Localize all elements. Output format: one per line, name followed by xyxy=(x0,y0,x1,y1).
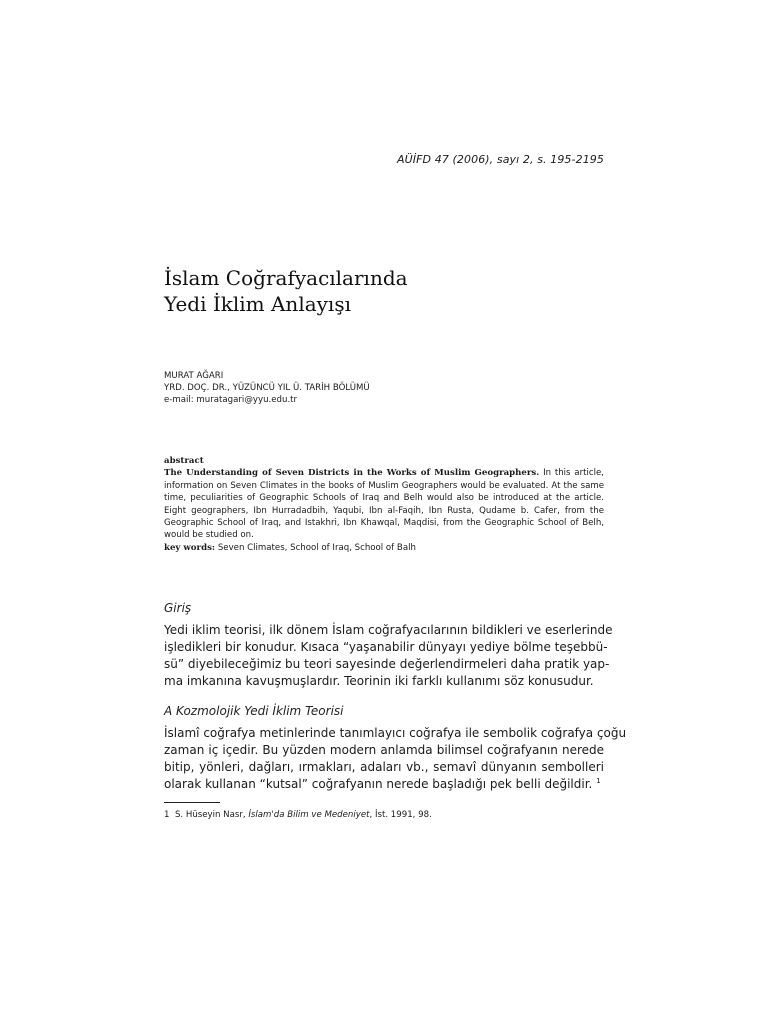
section-a-paragraph xyxy=(164,725,627,793)
footnote-author: S. Hüseyin Nasr, xyxy=(174,810,246,820)
abstract-body: In this article, information on Seven Climates in the books of Muslim Geographers would be evaluated. At the same time, peculiarities of Geographic Schools of Iraq and Belh would also be introduced at the article. Eight geographers, Ibn Hurradadbih, Yaqubi, Ibn al-Faqih, Ibn Rusta, Qudame b. Cafer, from the Geographic School of Iraq, and Istakhri, Ibn Khawqal, Maqdisi, from the Geographic School of Belh, would be studied on. xyxy=(164,468,604,541)
intro-paragraph xyxy=(164,622,613,690)
journal-reference xyxy=(397,153,604,166)
footnote xyxy=(164,810,432,820)
section-heading-a: A Kozmolojik Yedi İklim Teorisi xyxy=(164,704,344,718)
abstract-block xyxy=(164,455,604,542)
footnote-book-title: İslam'da Bilim ve Medeniyet xyxy=(248,810,370,820)
author-name: MURAT AĞARI xyxy=(164,371,224,381)
abstract-label: abstract xyxy=(164,456,204,466)
section-heading-intro: Giriş xyxy=(164,601,192,615)
author-block xyxy=(164,370,604,406)
paragraph-line: ma imkanına kavuşmuşlardır. Teorinin iki farklı kullanımı söz konusudur. xyxy=(164,674,594,688)
abstract-title: The Understanding of Seven Districts in the Works of Muslim Geographers. xyxy=(164,468,540,479)
keywords-block xyxy=(164,543,604,553)
journal-citation: AÜİFD 47 (2006), sayı 2, s. 195-21 xyxy=(397,153,590,166)
title-line-1: İslam Coğrafyacılarında xyxy=(164,266,408,290)
paragraph-line: sü” diyebileceğimiz bu teori sayesinde değerlendirmeleri daha pratik yap- xyxy=(164,657,610,671)
paragraph-line: işledikleri bir konudur. Kısaca “yaşanabilir dünyayı yediye bölme teşebbü- xyxy=(164,640,608,654)
author-email: e-mail: muratagari@yyu.edu.tr xyxy=(164,395,298,405)
paragraph-line: bitip, yönleri, dağları, ırmakları, adaları vb., semavî dünyanın sembolleri xyxy=(164,760,604,774)
paragraph-line: Yedi iklim teorisi, ilk dönem İslam coğrafyacılarının bildikleri ve eserlerinde xyxy=(164,623,613,637)
paragraph-line-text: olarak kullanan “kutsal” coğrafyanın nerede başladığı pek belli değildir. xyxy=(164,777,593,791)
paragraph-line: zaman iç içedir. Bu yüzden modern anlamda bilimsel coğrafyanın nerede xyxy=(164,743,604,757)
paragraph-line xyxy=(164,776,604,793)
title-line-2: Yedi İklim Anlayışı xyxy=(164,292,351,316)
paragraph-line: İslamî coğrafya metinlerinde tanımlayıcı coğrafya ile sembolik coğrafya çoğu xyxy=(164,726,627,740)
article-title xyxy=(164,265,604,317)
footnote-details: , İst. 1991, 98. xyxy=(369,810,432,820)
footnote-divider xyxy=(164,802,220,803)
keywords-label: key words: xyxy=(164,543,216,553)
footnote-marker[interactable]: 1 xyxy=(596,777,601,785)
author-affiliation: YRD. DOÇ. DR., YÜZÜNCÜ YIL Ü. TARİH BÖLÜMÜ xyxy=(164,383,370,393)
footnote-number: 1 xyxy=(164,810,170,820)
page-number: 95 xyxy=(589,153,604,166)
keywords-value: Seven Climates, School of Iraq, School of Balh xyxy=(217,543,416,553)
